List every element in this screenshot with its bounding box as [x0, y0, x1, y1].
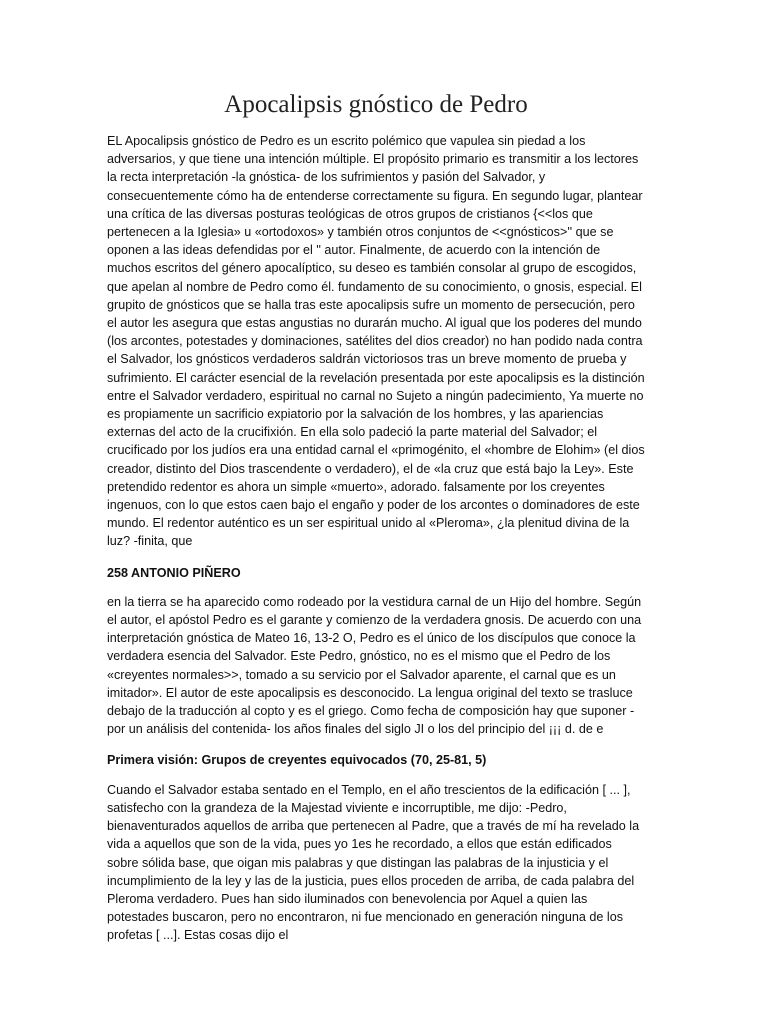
body-paragraph: Cuando el Salvador estaba sentado en el Templo, en el año trescientos de la edificación [ ... ], satisfecho con la grandeza de la Majestad viviente e incorruptible, me dijo: -Pedro, bienaventurados aquellos de arriba que pertenecen al Padre, que a través de mí ha revelado la vida a aquellos que son de la vida, pues yo 1es he recordado, a ellos que están edificados sobre sólida base, que oigan mis palabras y que distingan las palabras de la injusticia y el incumplimiento de la ley y las de la justicia, pues ellos proceden de arriba, de cada palabra del Pleroma verdadero. Pues han sido iluminados con benevolencia por Aquel a quien las potestades buscaron, pero no encontraron, ni fue mencionado en generación ninguna de los profetas [ ...]. Estas cosas dijo el [107, 782, 640, 943]
body-paragraph: en la tierra se ha aparecido como rodeado por la vestidura carnal de un Hijo del hombre. Según el autor, el apóstol Pedro es el garante y comienzo de la verdadera gnosis. De acuerdo con una interpretación gnóstica de Mateo 16, 13-2 O, Pedro es el único de los discípulos que conoce la verdadera esencia del Salvador. Este Pedro, gnóstico, no es el mismo que el Pedro de los «creyentes normales>>, tomado a su servicio por el Salvador aparente, el carnal que es un imitador». El autor de este apocalipsis es desconocido. La lengua original del texto se trasluce debajo de la traducción al copto y es el griego. Como fecha de composición hay que suponer -por un análisis del contenida- los años finales del siglo JI o los del principio del ¡¡¡ d. de e [107, 594, 642, 737]
body-paragraph: EL Apocalipsis gnóstico de Pedro es un escrito polémico que vapulea sin piedad a los adversarios, y que tiene una intención múltiple. El propósito primario es transmitir a los lectores la recta interpretación -la gnóstica- de los sufrimientos y pasión del Salvador, y consecuentemente cómo ha de entenderse correctamente su figura. En segundo lugar, plantear una crítica de las diversas posturas teológicas de otros grupos de cristianos {<<los que pertenecen a la Iglesia» u «ortodoxos» y también otros conjuntos de <<gnósticos>'' que se oponen a las ideas defendidas por el " autor. Finalmente, de acuerdo con la intención de muchos escritos del género apocalíptico, su deseo es también consolar al grupo de escogidos, que apelan al nombre de Pedro como él. fundamento de su conocimiento, o gnosis, especial. El grupito de gnósticos que se halla tras este apocalipsis sufre un momento de persecución, pero el autor les asegura que estas angustias no durarán mucho. Al igual que los poderes del mundo (los arcontes, potestades y dominaciones, satélites del dios creador) no han podido nada contra el Salvador, los gnósticos verdaderos saldrán victoriosos tras un breve momento de prueba y sufrimiento. El carácter esencial de la revelación presentada por este apocalipsis es la distinción entre el Salvador verdadero, espiritual no carnal no Sujeto a ningún padecimiento, Ya muerte no es propiamente un sacrificio expiatorio por la salvación de los hombres, y las apariencias externas del acto de la crucifixión. En ella solo padeció la parte material del Salvador; el crucificado por los judíos era una entidad carnal el «primogénito, el «hombre de Elohim» (el dios creador, distinto del Dios trascendente o verdadero), el de «la cruz que está bajo la Ley». Este pretendido redentor es ahora un simple «muerto», adorado. falsamente por los creyentes ingenuos, con lo que estos caen bajo el engaño y poder de los arcontes o dominadores de este mundo. El redentor auténtico es un ser espiritual unido al «Pleroma», ¿la plenitud divina de la luz? -finita, que [107, 134, 645, 549]
section-heading: Primera visión: Grupos de creyentes equivocados (70, 25-81, 5) [107, 752, 487, 767]
page-header-label: 258 ANTONIO PIÑERO [107, 565, 241, 580]
document-page [107, 88, 645, 945]
document-title: Apocalipsis gnóstico de Pedro [224, 91, 528, 118]
